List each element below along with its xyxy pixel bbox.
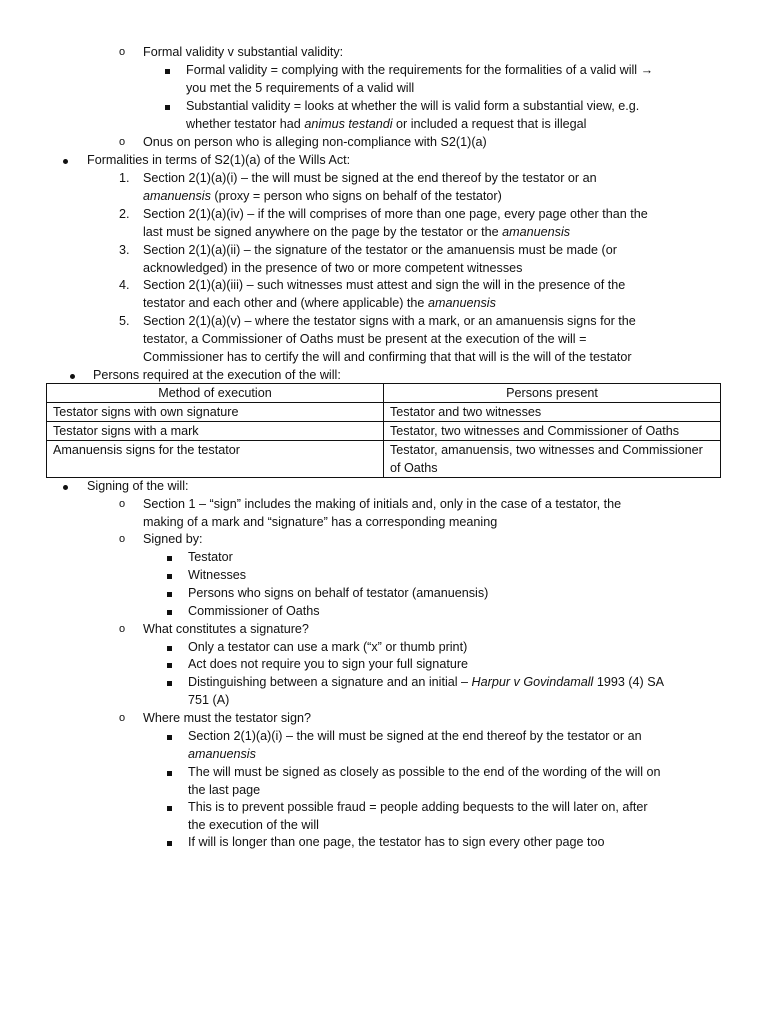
circle-bullet-icon: o xyxy=(119,136,126,148)
square-bullet-icon xyxy=(167,833,172,851)
list-number: 1. xyxy=(119,171,130,185)
square-bullet-icon xyxy=(167,727,172,745)
square-bullet-icon xyxy=(167,673,172,691)
list-number: 5. xyxy=(119,314,130,328)
formality-5-line-1: Section 2(1)(a)(v) – where the testator signs with a mark, or an amanuensis signs for the xyxy=(143,314,636,328)
list-item: This is to prevent possible fraud = people adding bequests to the will later on, after xyxy=(188,800,648,814)
signed-by-heading: Signed by: xyxy=(143,532,203,546)
table-header-method: Method of execution xyxy=(47,384,384,403)
dot-bullet-icon xyxy=(70,366,75,384)
list-number: 4. xyxy=(119,278,130,292)
where-sign-heading: Where must the testator sign? xyxy=(143,711,311,725)
formality-3-line-1: Section 2(1)(a)(ii) – the signature of the testator or the amanuensis must be made (or xyxy=(143,243,617,257)
formality-1-line-1: Section 2(1)(a)(i) – the will must be signed at the end thereof by the testator or an xyxy=(143,171,597,185)
what-constitutes-heading: What constitutes a signature? xyxy=(143,622,309,636)
table-cell: Testator, two witnesses and Commissioner of Oaths xyxy=(384,422,721,441)
substantial-validity-line-1: Substantial validity = looks at whether the will is valid form a substantial view, e.g. xyxy=(186,99,640,113)
square-bullet-icon xyxy=(167,584,172,602)
table-row xyxy=(47,441,721,478)
table-cell: Testator signs with own signature xyxy=(47,403,384,422)
formality-3-line-2: acknowledged) in the presence of two or more competent witnesses xyxy=(143,261,523,275)
list-item-continuation: the last page xyxy=(188,783,261,797)
list-number: 2. xyxy=(119,207,130,221)
persons-required-heading: Persons required at the execution of the will: xyxy=(93,368,341,382)
table-row xyxy=(47,422,721,441)
square-bullet-icon xyxy=(167,763,172,781)
list-item-continuation: amanuensis xyxy=(188,747,256,761)
square-bullet-icon xyxy=(167,602,172,620)
circle-bullet-icon: o xyxy=(119,498,126,510)
circle-bullet-icon: o xyxy=(119,533,126,545)
list-item: Act does not require you to sign your full signature xyxy=(188,657,469,671)
list-item-continuation: the execution of the will xyxy=(188,818,319,832)
table-cell: Testator, amanuensis, two witnesses and Commissioner of Oaths xyxy=(384,441,721,478)
square-bullet-icon xyxy=(167,638,172,656)
section1-line-2: making of a mark and “signature” has a corresponding meaning xyxy=(143,515,498,529)
list-item: Section 2(1)(a)(i) – the will must be signed at the end thereof by the testator or an xyxy=(188,729,642,743)
formality-1-line-2: amanuensis (proxy = person who signs on behalf of the testator) xyxy=(143,189,502,203)
formality-2-line-2: last must be signed anywhere on the page by the testator or the amanuensis xyxy=(143,225,571,239)
arrow-right-icon: → xyxy=(640,63,654,77)
list-number: 3. xyxy=(119,243,130,257)
square-bullet-icon xyxy=(165,97,170,115)
persons-present-table xyxy=(46,383,721,478)
circle-bullet-icon: o xyxy=(119,623,126,635)
table-cell: Testator signs with a mark xyxy=(47,422,384,441)
formality-2-line-1: Section 2(1)(a)(iv) – if the will comprises of more than one page, every page other than the xyxy=(143,207,648,221)
square-bullet-icon xyxy=(167,548,172,566)
list-item: Testator xyxy=(188,550,233,564)
formality-5-line-3: Commissioner has to certify the will and confirming that that will is the will of the testator xyxy=(143,350,632,364)
onus-line: Onus on person who is alleging non-compliance with S2(1)(a) xyxy=(143,135,487,149)
dot-bullet-icon xyxy=(63,151,68,169)
formality-4-line-2: testator and each other and (where applicable) the amanuensis xyxy=(143,296,496,310)
table-header-persons: Persons present xyxy=(384,384,721,403)
circle-bullet-icon: o xyxy=(119,46,126,58)
list-item: If will is longer than one page, the testator has to sign every other page too xyxy=(188,835,605,849)
section1-line-1: Section 1 – “sign” includes the making of initials and, only in the case of a testator, the xyxy=(143,497,622,511)
square-bullet-icon xyxy=(165,61,170,79)
list-item-continuation: 751 (A) xyxy=(188,693,230,707)
list-item: Only a testator can use a mark (“x” or thumb print) xyxy=(188,640,468,654)
square-bullet-icon xyxy=(167,566,172,584)
signing-heading: Signing of the will: xyxy=(87,479,189,493)
square-bullet-icon xyxy=(167,655,172,673)
list-item: Commissioner of Oaths xyxy=(188,604,320,618)
formality-5-line-2: testator, a Commissioner of Oaths must be present at the execution of the will = xyxy=(143,332,587,346)
substantial-validity-line-2: whether testator had animus testandi or included a request that is illegal xyxy=(186,117,587,131)
table-cell: Amanuensis signs for the testator xyxy=(47,441,384,478)
formality-4-line-1: Section 2(1)(a)(iii) – such witnesses must attest and sign the will in the presence of the xyxy=(143,278,626,292)
table-cell: Testator and two witnesses xyxy=(384,403,721,422)
table-row xyxy=(47,403,721,422)
square-bullet-icon xyxy=(167,798,172,816)
table-header-row xyxy=(47,384,721,403)
list-item: Persons who signs on behalf of testator (amanuensis) xyxy=(188,586,489,600)
list-item: The will must be signed as closely as possible to the end of the wording of the will on xyxy=(188,765,661,779)
formalities-heading: Formalities in terms of S2(1)(a) of the Wills Act: xyxy=(87,153,351,167)
formal-validity-line-2: you met the 5 requirements of a valid will xyxy=(186,81,415,95)
formal-v-substantial-heading: Formal validity v substantial validity: xyxy=(143,45,344,59)
list-item: Witnesses xyxy=(188,568,247,582)
list-item: Distinguishing between a signature and an initial – Harpur v Govindamall 1993 (4) SA xyxy=(188,675,665,689)
formal-validity-line-1: Formal validity = complying with the requirements for the formalities of a valid will → xyxy=(186,63,654,77)
circle-bullet-icon: o xyxy=(119,712,126,724)
dot-bullet-icon xyxy=(63,477,68,495)
